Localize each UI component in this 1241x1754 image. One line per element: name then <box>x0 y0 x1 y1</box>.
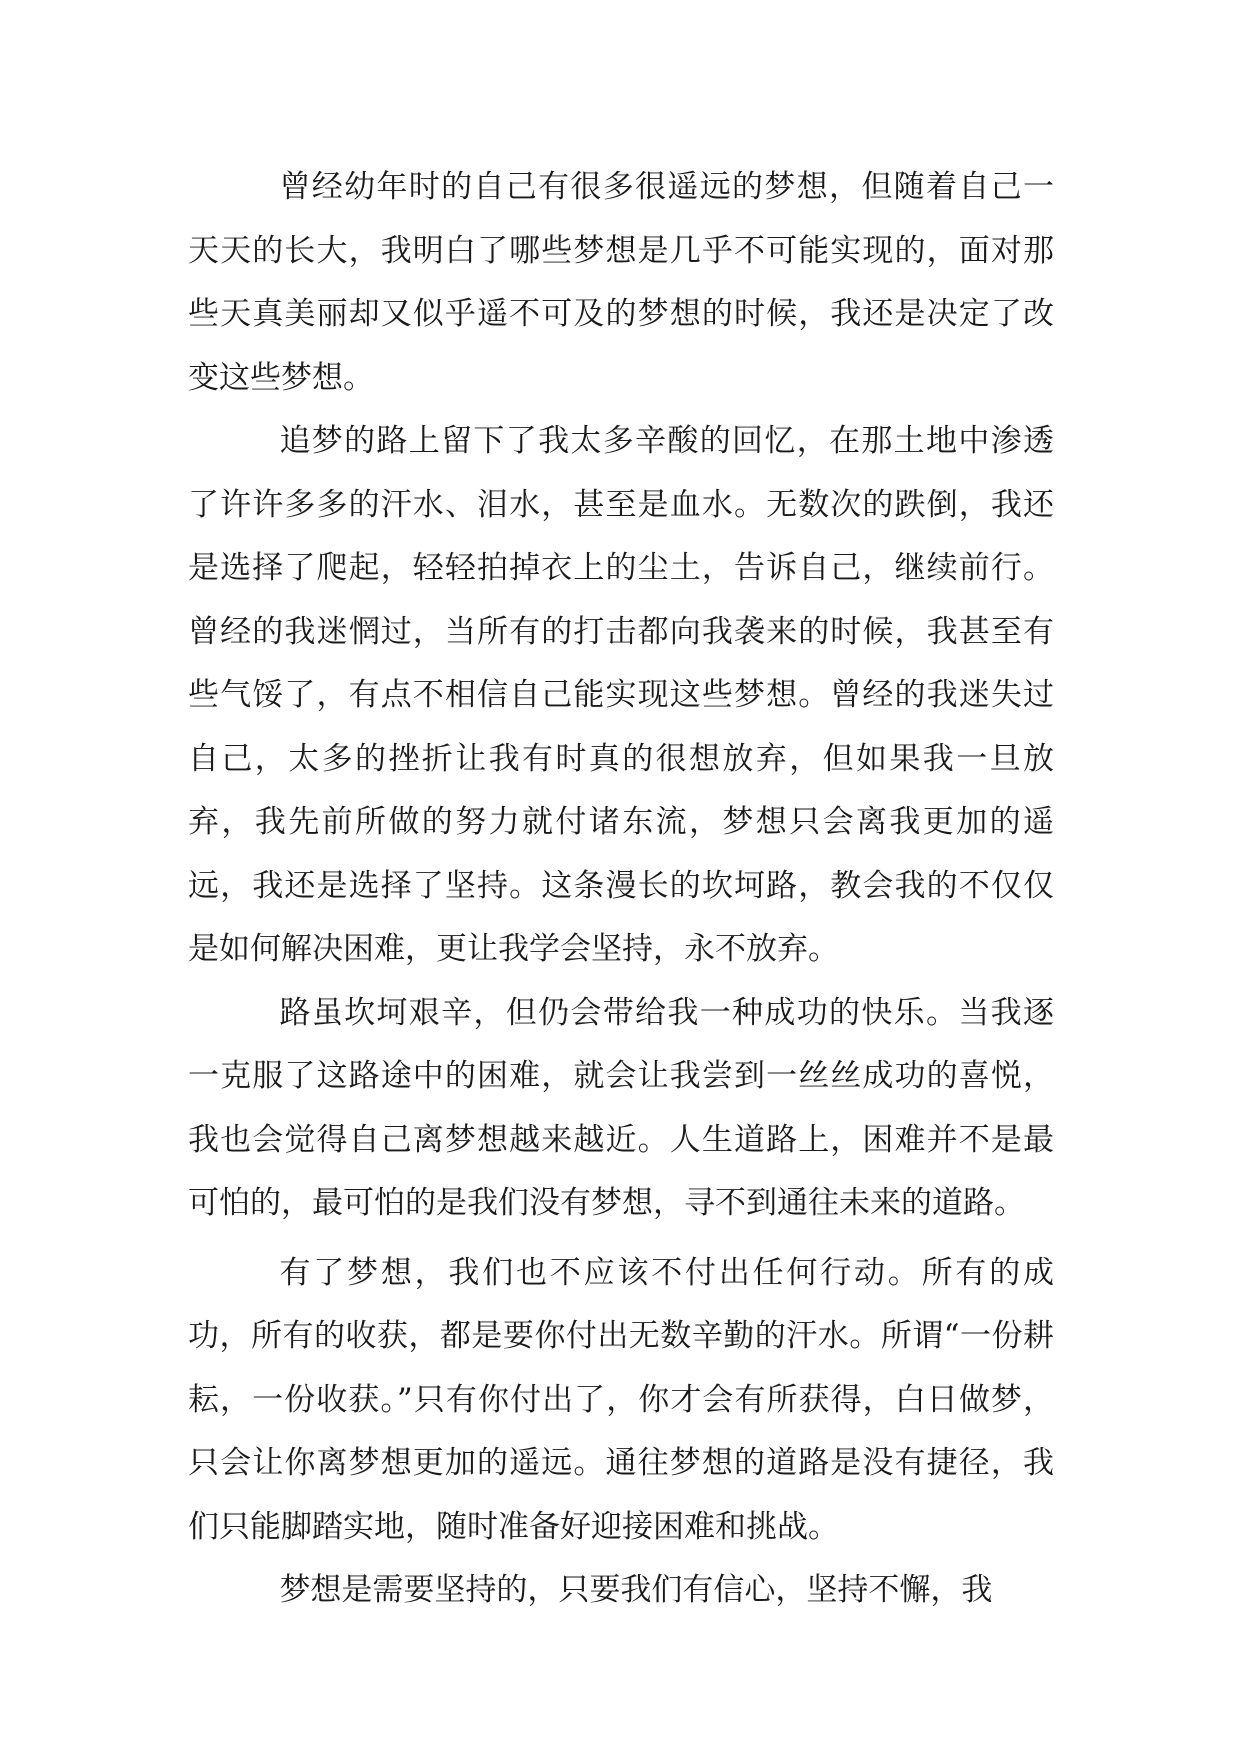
paragraph-5: 梦想是需要坚持的，只要我们有信心，坚持不懈，我 <box>279 1572 993 1608</box>
paragraph-2: 追梦的路上留下了我太多辛酸的回忆，在那土地中渗透了许许多多的汗水、泪水，甚至是血水。无数次的跌倒，我还是选择了爬起，轻轻拍掉衣上的尘土，告诉自己，继续前行。曾经的我迷惘过，当所有的打击都向我袭来的时候，我甚至有些气馁了，有点不相信自己能实现这些梦想。曾经的我迷失过自己，太多的挫折让我有时真的很想放弃，但如果我一旦放弃，我先前所做的努力就付诸东流，梦想只会离我更加的遥远，我还是选择了坚持。这条漫长的坎坷路，教会我的不仅仅是如何解决困难，更让我学会坚持，永不放弃。 <box>188 423 1054 967</box>
paragraph-4: 有了梦想，我们也不应该不付出任何行动。所有的成功，所有的收获，都是要你付出无数辛勤的汗水。所谓“一份耕耘，一份收获。”只有你付出了，你才会有所获得，白日做梦，只会让你离梦想更加的遥远。通往梦想的道路是没有捷径，我们只能脚踏实地，随时准备好迎接困难和挑战。 <box>188 1254 1054 1545</box>
paragraph-3: 路虽坎坷艰辛，但仍会带给我一种成功的快乐。当我逐一克服了这路途中的困难，就会让我尝到一丝丝成功的喜悦，我也会觉得自己离梦想越来越近。人生道路上，困难并不是最可怕的，最可怕的是我们没有梦想，寻不到通往未来的道路。 <box>188 994 1054 1221</box>
document-body <box>188 156 1054 1623</box>
paragraph-1: 曾经幼年时的自己有很多很遥远的梦想，但随着自己一天天的长大，我明白了哪些梦想是几乎不可能实现的，面对那些天真美丽却又似乎遥不可及的梦想的时候，我还是决定了改变这些梦想。 <box>188 169 1054 396</box>
